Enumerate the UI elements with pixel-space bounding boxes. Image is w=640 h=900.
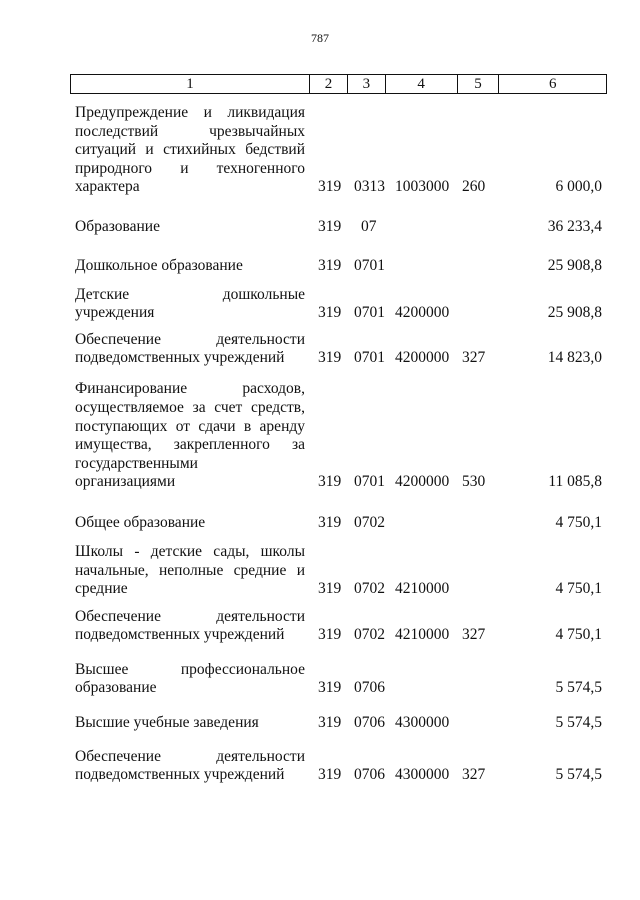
row-label-line: Образование — [75, 218, 160, 236]
col-4-value: 4210000 — [395, 580, 450, 598]
col-3-value: 0702 — [354, 514, 385, 532]
col-5-value: 327 — [462, 766, 486, 784]
row-label-line: поступающих от сдачи в аренду — [75, 417, 305, 435]
col-4-value: 4200000 — [395, 349, 450, 367]
header-col-3: 3 — [348, 75, 386, 93]
col-2-value: 319 — [318, 178, 342, 196]
header-col-1: 1 — [71, 75, 310, 93]
col-2-value: 319 — [318, 304, 342, 322]
row-label-line: Обеспечение деятельности — [75, 747, 305, 765]
col-2-value: 319 — [318, 349, 342, 367]
col-3-value: 0313 — [354, 178, 385, 196]
row-label-line: имущества, закрепленного за — [75, 436, 305, 454]
col-6-value: 5 574,5 — [555, 679, 602, 697]
row-label-line: средние — [75, 580, 128, 598]
col-6-value: 5 574,5 — [555, 766, 602, 784]
col-2-value: 319 — [318, 580, 342, 598]
col-2-value: 319 — [318, 766, 342, 784]
col-2-value: 319 — [318, 218, 342, 236]
row-label-line: Общее образование — [75, 514, 206, 532]
header-col-2: 2 — [310, 75, 348, 93]
row-label-line: организациями — [75, 473, 176, 491]
header-col-5: 5 — [458, 75, 500, 93]
row-label — [75, 748, 305, 785]
row-label-line: государственными — [75, 454, 198, 472]
col-3-value: 0702 — [354, 580, 385, 598]
row-label-line: ситуаций и стихийных бедствий — [75, 141, 305, 159]
col-4-value: 4300000 — [395, 766, 450, 784]
row-label-line: Дошкольное образование — [75, 257, 243, 275]
row-label-line: Обеспечение деятельности — [75, 607, 305, 625]
header-col-4: 4 — [386, 75, 458, 93]
row-label-line: Предупреждение и ликвидация — [75, 104, 305, 122]
col-3-value: 0706 — [354, 714, 385, 732]
col-6-value: 4 750,1 — [555, 514, 602, 532]
col-4-value: 4210000 — [395, 626, 450, 644]
page-number: 787 — [311, 31, 329, 45]
col-6-value: 5 574,5 — [555, 714, 602, 732]
col-3-value: 0702 — [354, 626, 385, 644]
col-5-value: 260 — [462, 178, 486, 196]
col-6-value: 4 750,1 — [555, 580, 602, 598]
col-3-value: 0706 — [354, 766, 385, 784]
row-label-line: Обеспечение деятельности — [75, 330, 305, 348]
col-2-value: 319 — [318, 257, 342, 275]
row-label-line: Высшие учебные заведения — [75, 714, 259, 732]
col-4-value: 4200000 — [395, 304, 450, 322]
col-6-value: 25 908,8 — [547, 304, 602, 322]
row-label-line: природного и техногенного — [75, 159, 305, 177]
col-2-value: 319 — [318, 514, 342, 532]
col-3-value: 0701 — [354, 304, 385, 322]
row-label-line: характера — [75, 178, 140, 196]
col-5-value: 327 — [462, 626, 486, 644]
col-3-value: 0701 — [354, 473, 385, 491]
col-4-value: 4200000 — [395, 473, 450, 491]
row-label-line: Финансирование расходов, — [75, 380, 305, 398]
col-3-value: 07 — [361, 218, 377, 236]
col-4-value: 4300000 — [395, 714, 450, 732]
row-label-line: Высшее профессиональное — [75, 660, 305, 678]
col-2-value: 319 — [318, 473, 342, 491]
row-label-line: учреждения — [75, 304, 155, 322]
col-2-value: 319 — [318, 714, 342, 732]
col-2-value: 319 — [318, 679, 342, 697]
row-label-line: образование — [75, 679, 157, 697]
row-label-line: последствий чрезвычайных — [75, 122, 305, 140]
col-6-value: 6 000,0 — [555, 178, 602, 196]
col-3-value: 0706 — [354, 679, 385, 697]
col-4-value: 1003000 — [395, 178, 450, 196]
row-label-line: подведомственных учреждений — [75, 766, 285, 784]
col-5-value: 327 — [462, 349, 486, 367]
col-6-value: 25 908,8 — [547, 257, 602, 275]
row-label-line: Детские дошкольные — [75, 285, 305, 303]
row-label-line: Школы - детские сады, школы — [75, 543, 305, 561]
col-3-value: 0701 — [354, 349, 385, 367]
col-2-value: 319 — [318, 626, 342, 644]
col-6-value: 4 750,1 — [555, 626, 602, 644]
col-6-value: 36 233,4 — [547, 218, 602, 236]
row-label-line: осуществляемое за счет средств, — [75, 399, 305, 417]
row-label-line: подведомственных учреждений — [75, 626, 285, 644]
col-5-value: 530 — [462, 473, 486, 491]
row-label-line: подведомственных учреждений — [75, 349, 285, 367]
row-label-line: начальные, неполные средние и — [75, 561, 305, 579]
col-3-value: 0701 — [354, 257, 385, 275]
col-6-value: 14 823,0 — [547, 349, 602, 367]
header-col-6: 6 — [548, 75, 557, 92]
col-6-value: 11 085,8 — [548, 473, 602, 491]
